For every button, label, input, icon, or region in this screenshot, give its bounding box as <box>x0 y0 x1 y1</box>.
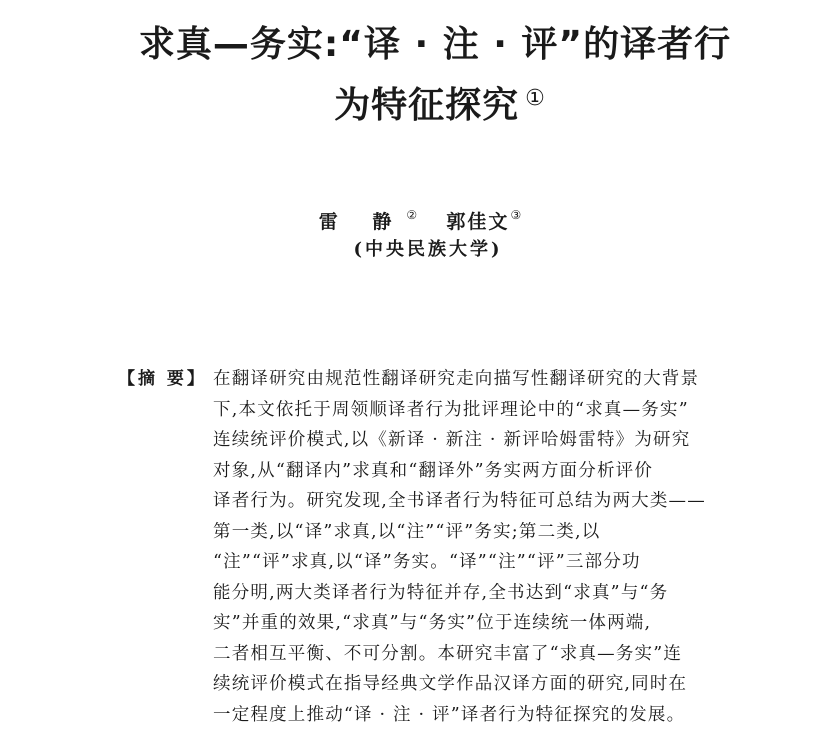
title-footnote-marker: ① <box>525 86 546 111</box>
abstract-label: 【摘 要】 <box>118 369 207 389</box>
author-footnote-marker: ② <box>406 208 418 222</box>
abstract-line: 能分明,两大类译者行为特征并存,全书达到“求真”与“务 <box>213 582 669 603</box>
abstract-line: 译者行为。研究发现,全书译者行为特征可总结为两大类—— <box>213 491 706 511</box>
title-line-1: 求真—务实:“译 · 注 · 评”的译者行 <box>138 24 732 65</box>
abstract-line: 实”并重的效果,“求真”与“务实”位于连续统一体两端, <box>213 613 652 633</box>
abstract-line: 在翻译研究由规范性翻译研究走向描写性翻译研究的大背景 <box>213 369 700 389</box>
abstract-line: 续统评价模式在指导经典文学作品汉译方面的研究,同时在 <box>213 674 688 694</box>
abstract-body <box>213 364 747 730</box>
title-line-2 <box>40 72 840 133</box>
abstract-line: 对象,从“翻译内”求真和“翻译外”务实两方面分析评价 <box>213 460 654 481</box>
author-name: 郭佳文 <box>446 211 510 233</box>
abstract-line: 第一类,以“译”求真,以“注”“评”务实;第二类,以 <box>213 521 601 542</box>
author-name: 雷 静 <box>318 211 406 233</box>
author-footnote-marker: ③ <box>510 208 522 222</box>
abstract-line: “注”“评”求真,以“译”务实。“译”“注”“评”三部分功 <box>213 552 641 572</box>
article-title <box>0 18 840 133</box>
author-list <box>0 200 840 237</box>
abstract-section <box>118 364 748 730</box>
abstract-line: 连续统评价模式,以《新译 · 新注 · 新评哈姆雷特》为研究 <box>213 430 691 450</box>
title-line-2-text: 为特征探究 <box>334 85 520 126</box>
abstract-line: 一定程度上推动“译 · 注 · 评”译者行为特征探究的发展。 <box>213 704 686 725</box>
abstract-line: 二者相互平衡、不可分割。本研究丰富了“求真—务实”连 <box>213 643 683 664</box>
abstract-line: 下,本文依托于周领顺译者行为批评理论中的“求真—务实” <box>213 399 689 420</box>
author-affiliation: (中央民族大学) <box>353 239 503 260</box>
